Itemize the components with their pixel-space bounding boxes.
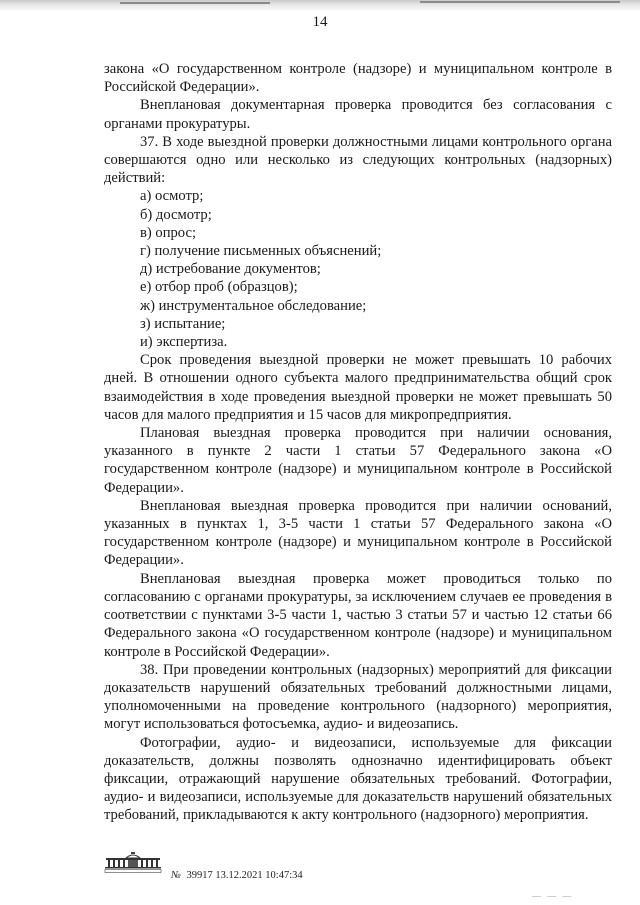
list-item: и) экспертиза.: [140, 334, 228, 351]
registration-stamp: [171, 870, 303, 881]
list-item: в) опрос;: [140, 224, 196, 241]
list-item: з) испытание;: [140, 315, 226, 332]
paragraph: Срок проведения выездной проверки не может превышать 10 рабочих дней. В отношении одного субъекта малого предпринимательства общий срок взаимодействия в ходе проведения выездной проверки не может превышать 50 часов для малого предприятия и 15 часов для микропредприятия.: [104, 352, 612, 423]
list-item: ж) инструментальное обследование;: [140, 297, 367, 314]
document-body: [104, 60, 612, 825]
paragraph: 38. При проведении контрольных (надзорных) мероприятий для фиксации доказательств нарушений обязательных требований должностными лицами, уполномоченными на проведение контрольного (надзорного) мероприятия, могут использоваться фотосъемка, аудио- и видеозапись.: [104, 661, 612, 733]
paragraph: Плановая выездная проверка проводится при наличии основания, указанного в пункте 2 части 1 статьи 57 Федерального закона «О государственном контроле (надзоре) и муниципальном контроле в Российской Федерации».: [104, 425, 612, 496]
paragraph: Внеплановая документарная проверка проводится без согласования с органами прокуратуры.: [104, 97, 612, 132]
scan-corner-mark: — — —: [532, 891, 574, 901]
list-item: б) досмотр;: [140, 206, 212, 223]
list-item: г) получение письменных объяснений;: [140, 243, 382, 260]
page-number: 14: [312, 14, 328, 30]
stamp-number-symbol: №: [171, 870, 181, 881]
scan-streak: [120, 2, 270, 4]
list-item: а) осмотр;: [140, 188, 204, 205]
scan-streak: [420, 1, 620, 3]
paragraph: Фотографии, аудио- и видеозаписи, используемые для фиксации доказательств, должны позволять однозначно идентифицировать объект фиксации, отражающий нарушение обязательных требований. Фотографии, аудио- и видеозаписи, используемые для доказательств нарушений обязательных требований, прикладываются к акту контрольного (надзорного) мероприятия.: [104, 734, 612, 824]
paragraph: Внеплановая выездная проверка может проводиться только по согласованию с органами прокуратуры, за исключением случаев ее проведения в соответствии с пунктами 3-5 части 1, частью 3 статьи 57 и частью 12 статьи 66 Федерального закона «О государственном контроле (надзоре) и муниципальном контроле в Российской Федерации».: [104, 570, 612, 660]
list-item: д) истребование документов;: [140, 261, 321, 278]
list-item: е) отбор проб (образцов);: [140, 279, 298, 296]
government-emblem-icon: [104, 851, 162, 878]
paragraph: закона «О государственном контроле (надзоре) и муниципальном контроле в Российской Федерации».: [104, 61, 612, 96]
paragraph: 37. В ходе выездной проверки должностными лицами контрольного органа совершаются одно или несколько из следующих контрольных (надзорных) действий:: [104, 133, 612, 187]
stamp-text: 39917 13.12.2021 10:47:34: [186, 870, 303, 881]
paragraph: Внеплановая выездная проверка проводится при наличии оснований, указанных в пунктах 1, 3-5 части 1 статьи 57 Федерального закона «О государственном контроле (надзоре) и муниципальном контроле в Российской Федерации».: [104, 497, 612, 569]
